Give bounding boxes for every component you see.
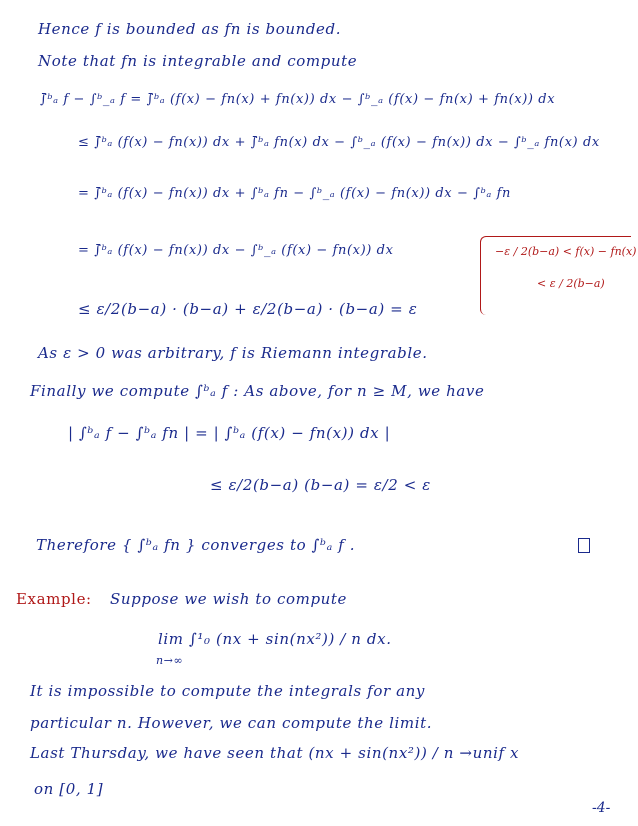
note-line-l1: Hence f is bounded as fn is bounded. bbox=[38, 20, 342, 38]
note-line-l17: particular n. However, we can compute the limit. bbox=[30, 714, 433, 732]
qed-square-icon bbox=[578, 538, 590, 553]
note-line-l3: ∫̄ᵇₐ f − ∫ᵇ_ₐ f = ∫̄ᵇₐ (f(x) − fn(x) + fn(x)) dx − ∫ᵇ_ₐ (f(x) − fn(x) + fn(x)) dx bbox=[40, 92, 556, 107]
note-line-l5: = ∫̄ᵇₐ (f(x) − fn(x)) dx + ∫ᵇₐ fn − ∫ᵇ_ₐ (f(x) − fn(x)) dx − ∫ᵇₐ fn bbox=[78, 186, 511, 201]
note-line-l4: ≤ ∫̄ᵇₐ (f(x) − fn(x)) dx + ∫̄ᵇₐ fn(x) dx − ∫ᵇ_ₐ (f(x) − fn(x)) dx − ∫ᵇ_ₐ fn(x) dx bbox=[78, 135, 600, 150]
note-line-l13: Suppose we wish to compute bbox=[110, 590, 348, 608]
note-line-l6: = ∫̄ᵇₐ (f(x) − fn(x)) dx − ∫ᵇ_ₐ (f(x) − fn(x)) dx bbox=[78, 243, 394, 258]
epsilon-bound-annotation-box bbox=[480, 236, 637, 315]
note-line-l18: Last Thursday, we have seen that (nx + sin(nx²)) / n →unif x bbox=[30, 744, 520, 762]
note-line-l15: n→∞ bbox=[156, 654, 184, 667]
note-line-l2: Note that fn is integrable and compute bbox=[38, 52, 358, 70]
example-label: Example: bbox=[16, 590, 92, 608]
note-line-l16: It is impossible to compute the integrals for any bbox=[30, 682, 425, 700]
page-number: -4- bbox=[592, 800, 611, 816]
note-line-l14: lim ∫¹₀ (nx + sin(nx²)) / n dx. bbox=[158, 630, 392, 648]
note-line-l7: ≤ ε/2(b−a) · (b−a) + ε/2(b−a) · (b−a) = ε bbox=[78, 300, 418, 318]
note-line-l19: on [0, 1] bbox=[34, 780, 104, 798]
annotation-line-b2: < ε / 2(b−a) bbox=[537, 277, 605, 290]
note-line-l12: Therefore { ∫ᵇₐ fn } converges to ∫ᵇₐ f . bbox=[36, 536, 356, 554]
note-line-l8: As ε > 0 was arbitrary, f is Riemann integrable. bbox=[38, 344, 428, 362]
annotation-line-b1: −ε / 2(b−a) < f(x) − fn(x) bbox=[495, 245, 637, 258]
note-line-l10: | ∫ᵇₐ f − ∫ᵇₐ fn | = | ∫ᵇₐ (f(x) − fn(x)) dx | bbox=[68, 424, 391, 442]
note-line-l9: Finally we compute ∫ᵇₐ f : As above, for n ≥ M, we have bbox=[30, 382, 485, 400]
note-line-l11: ≤ ε/2(b−a) (b−a) = ε/2 < ε bbox=[210, 476, 431, 494]
